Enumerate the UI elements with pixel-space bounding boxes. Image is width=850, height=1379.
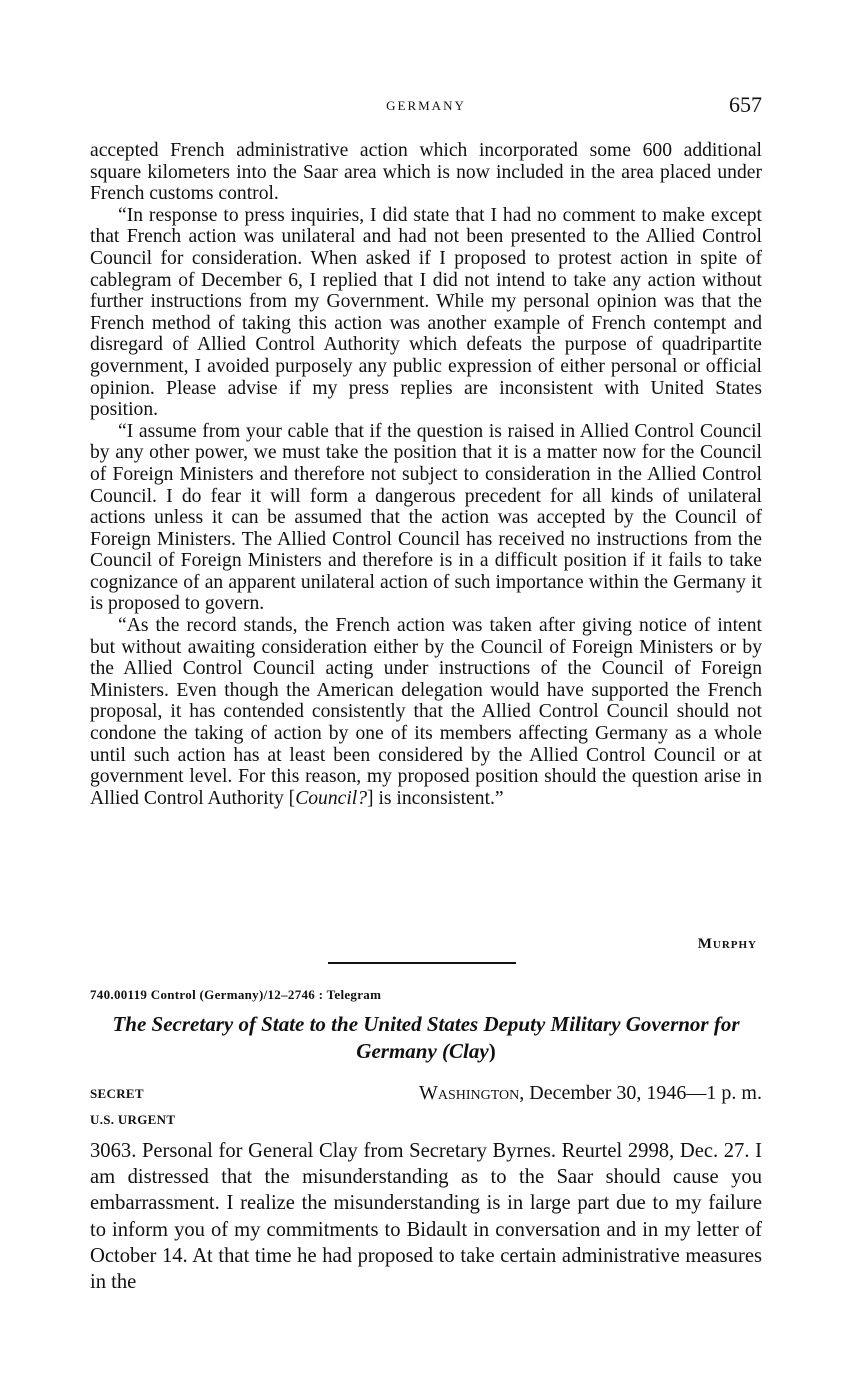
paragraph: [90, 615, 762, 809]
running-title: GERMANY: [386, 98, 466, 113]
page-number: 657: [729, 92, 762, 117]
document-title: [90, 1011, 762, 1065]
paragraph-text: “As the record stands, the French action was taken after giving notice of intent but without awaiting consideration either by the Council of Foreign Ministers or by the Allied Control Council acting under instructions of the Council of Foreign Ministers. Even though the American delegation would have supported the French proposal, it has contended consistently that the Allied Control Council should not condone the taking of action by one of its members affecting Germany as a whole until such action has at least been considered by the Allied Control Council or at government level. For this reason, my proposed position should the question arise in Allied Control Authority [: [90, 615, 762, 809]
paragraph: 3063. Personal for General Clay from Secretary Byrnes. Reurtel 2998, Dec. 27. I am distressed that the misunderstanding as to the Saar should cause you embarrassment. I realize the misunderstanding is in large part due to my failure to inform you of my commitments to Bidault in conversation and in my letter of October 14. At that time he had proposed to take certain administrative measures in the: [90, 1140, 762, 1294]
paragraph-end: ] is inconsistent.”: [367, 787, 504, 809]
body-text: [90, 140, 762, 809]
paragraph: “In response to press inquiries, I did state that I had no comment to make except that French action was unilateral and had not been presented to the Allied Control Council for consideration. When asked if I proposed to protest action in spite of cablegram of December 6, I replied that I did not intend to take any action without further instructions from my Government. While my personal opinion was that the French method of taking this action was another example of French contempt and disregard of Allied Control Authority which defeats the purpose of quadripartite government, I avoided purposely any public expression of either personal or official opinion. Please advise if my press replies are inconsistent with United States position.: [90, 204, 762, 421]
section-divider: [328, 962, 516, 964]
file-reference: 740.00119 Control (Germany)/12–2746 : Telegram: [90, 987, 382, 1002]
dateline: [419, 1082, 762, 1105]
paragraph: “I assume from your cable that if the question is raised in Allied Control Council by any other power, we must take the position that it is a matter now for the Council of Foreign Ministers and therefore not subject to consideration in the Allied Control Council. I do fear it will form a dangerous precedent for all kinds of unilateral actions unless it can be assumed that the action was accepted by the Council of Foreign Ministers. The Allied Control Council has received no instructions from the Council of Foreign Ministers and therefore is in a difficult position if it fails to take cognizance of an apparent unilateral action of such importance within the Germany it is proposed to govern.: [90, 420, 762, 615]
telegram-text: [90, 1138, 762, 1295]
signature: Murphy: [697, 936, 757, 952]
urgency-label: U.S. URGENT: [90, 1112, 176, 1127]
title-close: ): [488, 1039, 496, 1063]
italic-insertion: Council?: [295, 787, 368, 809]
paragraph: accepted French administrative action which incorporated some 600 additional square kilometers into the Saar area which is now included in the area placed under French customs control.: [90, 140, 762, 205]
running-head: [90, 92, 762, 122]
title-name: Clay: [449, 1039, 489, 1063]
classification-label: SECRET: [90, 1086, 144, 1101]
title-text: The Secretary of State to the United States Deputy Military Governor for Germany (: [112, 1012, 740, 1063]
dateline-date: , December 30, 1946—1 p. m.: [519, 1082, 762, 1104]
dateline-place: Washington: [418, 1082, 520, 1104]
